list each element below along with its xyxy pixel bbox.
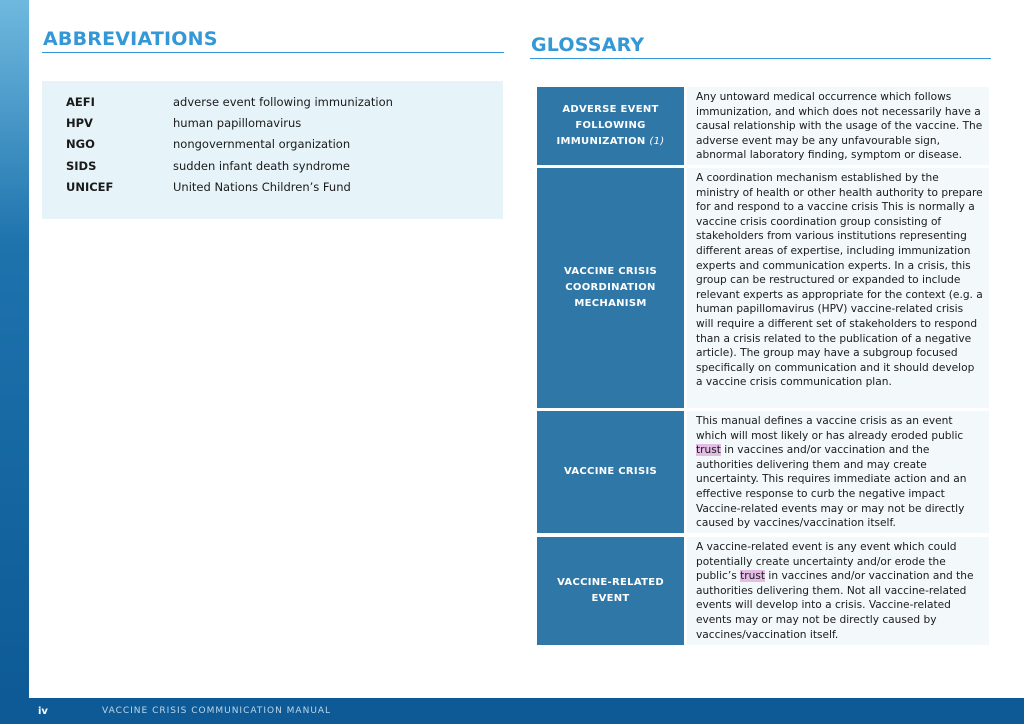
abbreviations-heading: ABBREVIATIONS [43, 28, 218, 50]
term-line: MECHANISM [574, 298, 647, 309]
abbreviations-rule [42, 52, 504, 53]
term-line: ADVERSE EVENT [562, 104, 659, 115]
abbreviation-term: HPV [66, 116, 93, 130]
glossary-entry [537, 87, 989, 165]
abbreviation-definition: United Nations Children’s Fund [173, 180, 351, 194]
abbreviation-term: UNICEF [66, 180, 114, 194]
manual-title: VACCINE CRISIS COMMUNICATION MANUAL [102, 706, 332, 716]
definition-text: in vaccines and/or vaccination and the authorities delivering them and may create uncertainty. This requires immediate action and an effective response to curb the negative impact Vaccine-related events may or may not be directly caused by vaccines/vaccination itself. [696, 444, 967, 530]
term-citation: (1) [649, 136, 665, 147]
term-line: IMMUNIZATION [556, 136, 646, 147]
definition-text: A vaccine-related event is any event which could potentially create uncertainty and/or erode the public’s [696, 541, 957, 583]
abbreviation-definition: nongovernmental organization [173, 137, 351, 151]
page-number: iv [38, 706, 48, 717]
term-line: VACCINE-RELATED [557, 577, 664, 588]
glossary-definition [687, 537, 989, 645]
term-line: VACCINE CRISIS [564, 466, 657, 477]
abbreviation-term: SIDS [66, 159, 97, 173]
term-line: FOLLOWING [575, 120, 646, 131]
glossary-entry [537, 537, 989, 645]
glossary-term [537, 87, 684, 165]
highlighted-word: trust [696, 444, 721, 457]
glossary-term [537, 168, 684, 408]
glossary-entry [537, 411, 989, 533]
abbreviation-term: AEFI [66, 95, 95, 109]
term-line: COORDINATION [565, 282, 656, 293]
abbreviation-term: NGO [66, 137, 95, 151]
term-line: EVENT [591, 593, 630, 604]
glossary-term [537, 537, 684, 645]
abbreviations-table [42, 81, 503, 219]
term-line: VACCINE CRISIS [564, 266, 657, 277]
glossary-entry [537, 168, 989, 408]
definition-text: This manual defines a vaccine crisis as an event which will most likely or has already eroded public [696, 415, 964, 442]
definition-text: in vaccines and/or vaccination and the authorities delivering them. Not all vaccine-related events will develop into a crisis. Vaccine-related events may or may not be directly caused by vaccines/vaccination itself. [696, 570, 974, 641]
abbreviation-definition: sudden infant death syndrome [173, 159, 350, 173]
highlighted-word: trust [740, 570, 766, 583]
abbreviation-definition: adverse event following immunization [173, 95, 393, 109]
glossary-rule [530, 58, 991, 59]
side-accent-bar [0, 0, 29, 698]
glossary-definition: A coordination mechanism established by the ministry of health or other health authority to prepare for and respond to a vaccine crisis This is normally a vaccine crisis coordination group consisting of stakeholders from various institutions representing different areas of expertise, including immunization experts and communication experts. In a crisis, this group can be restructured or expanded to include relevant experts as appropriate for the context (e.g. a human papillomavirus (HPV) vaccine-related crisis will require a different set of stakeholders to respond than a crisis related to the publication of a negative article). The group may have a subgroup focused specifically on communication and it should develop a vaccine crisis communication plan. [687, 168, 989, 408]
abbreviation-definition: human papillomavirus [173, 116, 302, 130]
glossary-heading: GLOSSARY [531, 34, 645, 56]
glossary-definition [687, 411, 989, 533]
glossary-term [537, 411, 684, 533]
page-footer [0, 698, 1024, 724]
glossary-definition: Any untoward medical occurrence which follows immunization, and which does not necessarily have a causal relationship with the usage of the vaccine. The adverse event may be any unfavourable sign, abnormal laboratory finding, symptom or disease. [687, 87, 989, 165]
